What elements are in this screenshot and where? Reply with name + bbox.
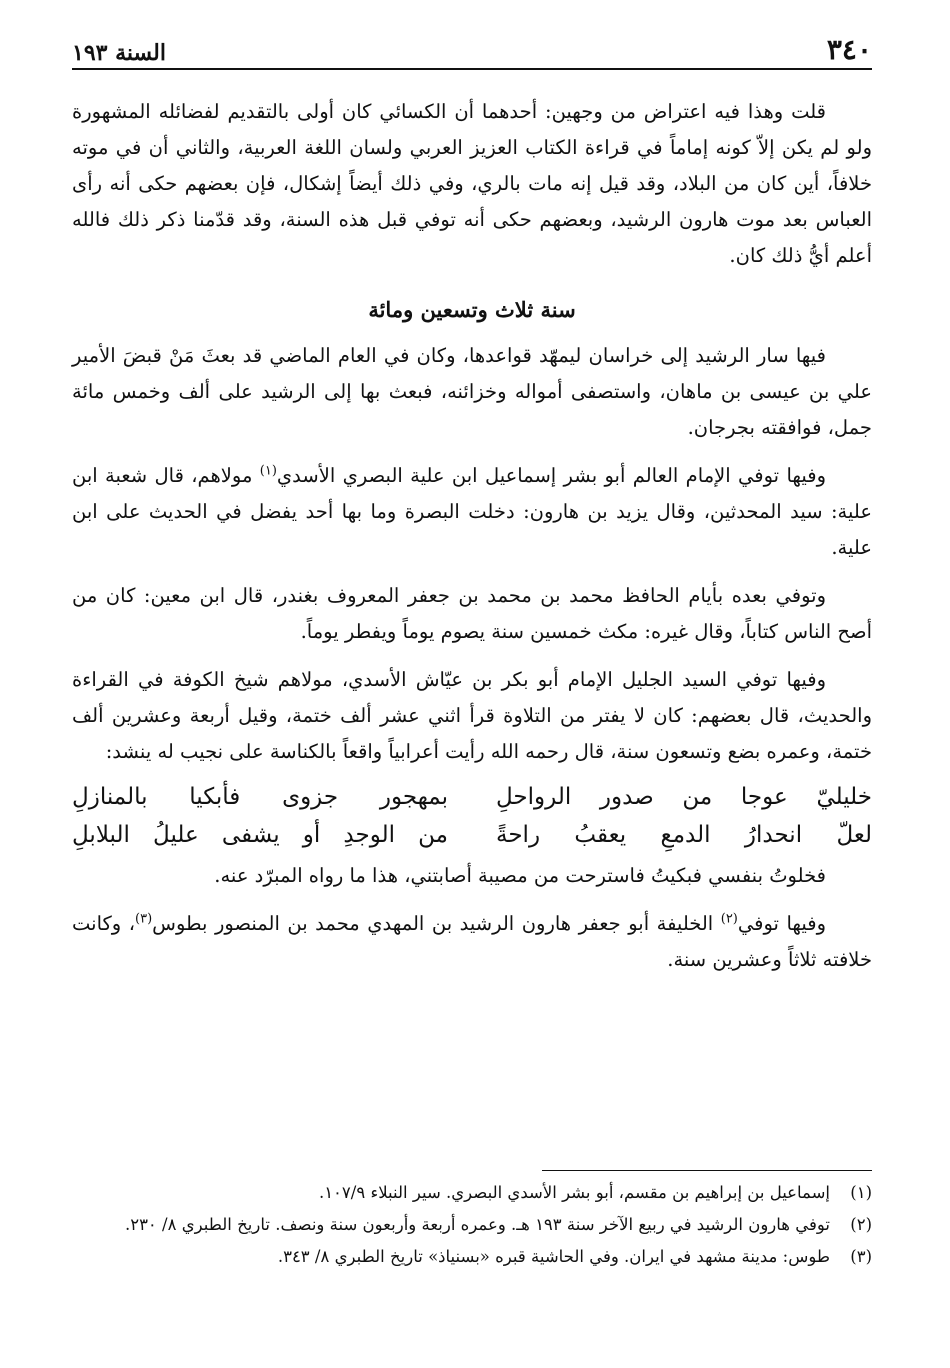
footnote — [72, 1242, 872, 1272]
verse-line — [72, 778, 872, 816]
footnote — [72, 1178, 872, 1208]
footnote — [72, 1210, 872, 1240]
paragraph-ghundar: وتوفي بعده بأيام الحافظ محمد بن محمد بن جعفر المعروف بغندر، قال ابن معين: كان من أصح الناس كتاباً، وقال غيره: مكث خمسين سنة يصوم يوماً ويفطر يوماً. — [72, 584, 872, 643]
footnote-marker-1: (١) — [259, 463, 277, 479]
verse-first-hemistich: لعلّ انحدارُ الدمعِ يعقبُ راحةً — [496, 822, 872, 848]
verse-line — [72, 816, 872, 854]
footnote-text: إسماعيل بن إبراهيم بن مقسم، أبو بشر الأسدي البصري. سير النبلاء ١٠٧/٩. — [318, 1183, 830, 1202]
verse-first-hemistich: خليليّ عوجا من صدور الرواحلِ — [496, 784, 872, 810]
section-title: سنة ثلاث وتسعين ومائة — [368, 297, 576, 322]
paragraph-rashid-khurasan: فيها سار الرشيد إلى خراسان ليمهّد قواعدها، وكان في العام الماضي قد بعثَ مَنْ قبضَ الأمير علي بن عيسى بن ماهان، واستصفى أمواله وخزائنه، فبعث بها إلى الرشيد على ألف وخمس مائة جمل، فوافقته بجرجان. — [72, 344, 872, 439]
paragraph-mubarrad: فخلوتُ بنفسي فبكيتُ فاسترحت من مصيبة أصابتني، هذا ما رواه المبرّد عنه. — [214, 864, 826, 887]
footnote-text: طوس: مدينة مشهد في ايران. وفي الحاشية قبره «بسنياذ» تاريخ الطبري ٨/ ٣٤٣. — [277, 1247, 830, 1266]
running-head: السنة ١٩٣ — [72, 40, 166, 66]
footnote-number: (١) — [850, 1183, 872, 1202]
page-header — [72, 28, 872, 70]
footnote-marker-3: (٣) — [135, 911, 153, 927]
paragraph-ibn-ulayya — [72, 458, 872, 566]
footnote-number: (٢) — [850, 1215, 872, 1234]
paragraph-text: وفيها توفي — [737, 912, 827, 935]
paragraph-text: مولاهم، قال شعبة ابن علية: سيد المحدثين، وقال يزيد بن هارون: دخلت البصرة وما بها أحد يفضل في الحديث على ابن علية. — [72, 464, 872, 559]
paragraph-text: الخليفة أبو جعفر هارون الرشيد بن المهدي محمد بن المنصور بطوس — [152, 912, 721, 935]
footnote-divider — [542, 1170, 872, 1171]
verse-second-hemistich: من الوجدِ أو يشفى عليلُ البلابلِ — [72, 822, 448, 848]
paragraph-text: وفيها توفي الإمام العالم أبو بشر إسماعيل ابن علية البصري الأسدي — [276, 464, 826, 487]
footnotes — [72, 1178, 872, 1274]
page-number: ٣٤٠ — [826, 33, 872, 66]
paragraph-harun-death — [72, 906, 872, 978]
paragraph-abu-bakr-ayyash: وفيها توفي السيد الجليل الإمام أبو بكر بن عيّاش الأسدي، مولاهم شيخ الكوفة في القراءة والحديث، قال بعضهم: كان لا يفتر من التلاوة قرأ اثني عشر ألف ختمة، وقيل أربعة وعشرين ألف ختمة، وعمره بضع وتسعون سنة، قال رحمه الله رأيت أعرابياً واقعاً بالكناسة على نجيب له ينشد: — [72, 668, 872, 763]
poem-verses — [72, 778, 872, 854]
paragraph-kisai-objection: قلت وهذا فيه اعتراض من وجهين: أحدهما أن الكسائي كان أولى بالتقديم لفضائله المشهورة ولو لم يكن إلاّ كونه إماماً في قراءة الكتاب العزيز العربي ولسان اللغة العربية، والثاني أن في موته خلافاً، أين كان من البلاد، وقد قيل إنه مات بالري، وفي ذلك أيضاً إشكال، فإن بعضهم حكى أنه رأى العباس بعد موت هارون الرشيد، وبعضهم حكى أنه توفي قبل هذه السنة، وقد قدّمنا ذكر ذلك فالله أعلم أيُّ ذلك كان. — [72, 100, 872, 267]
paragraph-text: ، وكانت خلافته ثلاثاً وعشرين سنة. — [72, 912, 872, 971]
footnote-marker-2: (٢) — [720, 911, 738, 927]
footnote-text: توفي هارون الرشيد في ربيع الآخر سنة ١٩٣ هـ. وعمره أربعة وأربعون سنة ونصف. تاريخ الطبري ٨/ ٢٣٠. — [124, 1215, 830, 1234]
main-text — [72, 94, 872, 978]
verse-second-hemistich: بمهجور جزوى فأبكيا بالمنازلِ — [72, 784, 448, 810]
footnote-number: (٣) — [850, 1247, 872, 1266]
book-page — [72, 28, 872, 1266]
